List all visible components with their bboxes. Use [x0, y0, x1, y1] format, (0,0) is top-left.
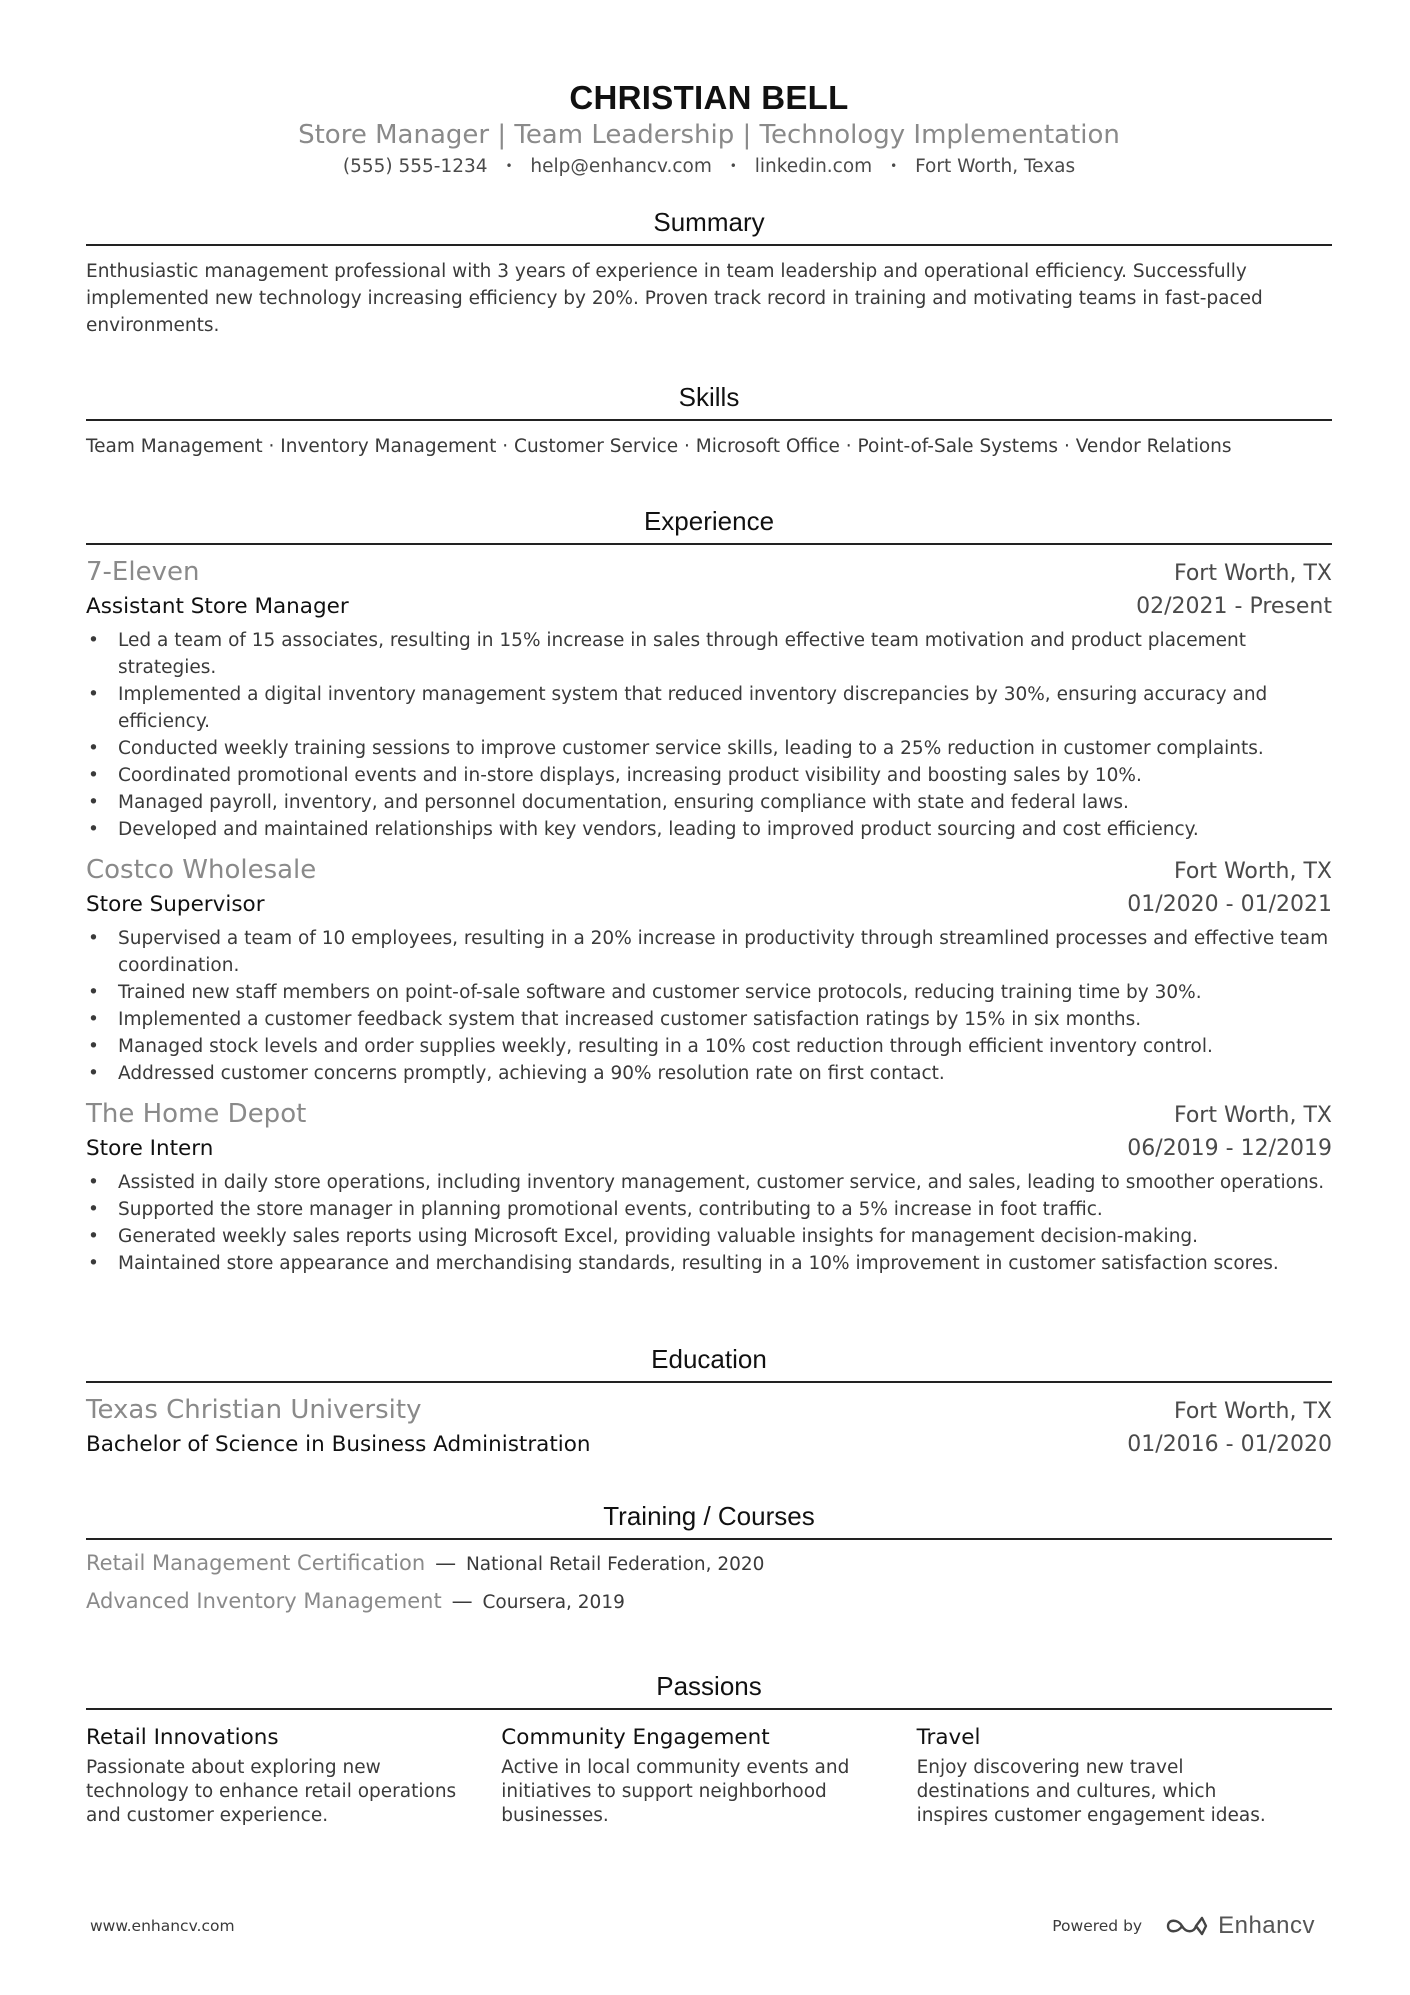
- job-bullet: • Developed and maintained relationships with key vendors, leading to improved product sourcing and cost efficiency.: [86, 816, 1332, 843]
- job-entry: [86, 1097, 1332, 1277]
- section-title: Summary: [86, 206, 1332, 246]
- job-bullets: [86, 627, 1332, 843]
- brand-name: Enhancv: [1218, 1912, 1315, 1939]
- job-entry: [86, 555, 1332, 843]
- contact-separator: •: [505, 159, 513, 173]
- contact-separator: •: [729, 159, 737, 173]
- education-dates: 01/2016 - 01/2020: [1127, 1432, 1332, 1457]
- job-entry: [86, 853, 1332, 1087]
- contact-separator: •: [890, 159, 898, 173]
- course-item: [86, 1588, 1332, 1616]
- passion-item: [501, 1722, 916, 1828]
- section-title: Education: [86, 1343, 1332, 1383]
- job-role: Store Supervisor: [86, 892, 265, 917]
- summary-text: Enthusiastic management professional with 3 years of experience in team leadership and operational efficiency. Successfully implemented new technology increasing efficiency by 20%. Proven track record in training and motivating teams in fast-paced environments.: [86, 261, 1263, 336]
- job-bullet: • Supervised a team of 10 employees, resulting in a 20% increase in productivity through streamlined processes and effective team coordination.: [86, 925, 1332, 979]
- contact-linkedin[interactable]: linkedin.com: [754, 156, 873, 177]
- course-name: Advanced Inventory Management: [86, 1589, 442, 1613]
- job-role: Store Intern: [86, 1136, 214, 1161]
- job-role: Assistant Store Manager: [86, 594, 349, 619]
- job-bullet: • Addressed customer concerns promptly, achieving a 90% resolution rate on first contact.: [86, 1060, 1332, 1087]
- course-provider: National Retail Federation, 2020: [465, 1554, 765, 1575]
- education-section: [86, 1343, 1332, 1461]
- job-bullet: • Coordinated promotional events and in-store displays, increasing product visibility and boosting sales by 10%.: [86, 762, 1332, 789]
- contact-location: Fort Worth, Texas: [915, 156, 1076, 177]
- course-dash: —: [435, 1551, 457, 1575]
- job-bullets: [86, 925, 1332, 1087]
- footer-url[interactable]: www.enhancv.com: [90, 1917, 235, 1935]
- company-name: The Home Depot: [86, 1099, 307, 1129]
- skills-list: Team Management · Inventory Management · Customer Service · Microsoft Office · Point-of-Sale Systems · Vendor Relations: [86, 436, 1232, 457]
- passion-item: [86, 1722, 501, 1828]
- course-dash: —: [451, 1589, 473, 1613]
- passion-title: Travel: [916, 1725, 981, 1750]
- school-location: Fort Worth, TX: [1173, 1399, 1332, 1424]
- training-section: [86, 1500, 1332, 1616]
- skills-section: [86, 381, 1332, 460]
- education-entry: [86, 1393, 1332, 1461]
- passion-item: [917, 1722, 1332, 1828]
- experience-section: [86, 505, 1332, 1277]
- job-bullet: • Managed stock levels and order supplies weekly, resulting in a 10% cost reduction through efficient inventory control.: [86, 1033, 1332, 1060]
- enhancv-logo-icon: [1164, 1914, 1210, 1938]
- passion-title: Retail Innovations: [86, 1725, 279, 1750]
- job-dates: 02/2021 - Present: [1136, 594, 1332, 619]
- passions-grid: [86, 1722, 1332, 1828]
- job-bullets: [86, 1169, 1332, 1277]
- passions-section: [86, 1670, 1332, 1828]
- section-title: Training / Courses: [86, 1500, 1332, 1540]
- passion-description: Passionate about exploring new technology to enhance retail operations and customer experience.: [86, 1757, 457, 1826]
- powered-by-label: Powered by: [1052, 1917, 1143, 1935]
- section-title: Skills: [86, 381, 1332, 421]
- contact-phone: (555) 555-1234: [342, 156, 488, 177]
- candidate-name: CHRISTIAN BELL: [569, 79, 849, 116]
- job-bullet: • Led a team of 15 associates, resulting in 15% increase in sales through effective team motivation and product placement strategies.: [86, 627, 1332, 681]
- job-location: Fort Worth, TX: [1173, 1103, 1332, 1128]
- section-title: Experience: [86, 505, 1332, 545]
- resume-page: [86, 0, 1332, 1826]
- school-name: Texas Christian University: [86, 1395, 422, 1425]
- contact-line: [86, 154, 1332, 181]
- job-bullet: • Generated weekly sales reports using Microsoft Excel, providing valuable insights for management decision-making.: [86, 1223, 1332, 1250]
- job-bullet: • Conducted weekly training sessions to improve customer service skills, leading to a 25% reduction in customer complaints.: [86, 735, 1332, 762]
- resume-header: [86, 0, 1332, 181]
- job-bullet: • Supported the store manager in planning promotional events, contributing to a 5% increase in foot traffic.: [86, 1196, 1332, 1223]
- job-bullet: • Implemented a digital inventory management system that reduced inventory discrepancies by 30%, ensuring accuracy and efficiency.: [86, 681, 1332, 735]
- summary-section: [86, 206, 1332, 339]
- job-dates: 01/2020 - 01/2021: [1127, 892, 1332, 917]
- contact-email[interactable]: help@enhancv.com: [530, 156, 712, 177]
- passion-description: Active in local community events and initiatives to support neighborhood businesses.: [501, 1757, 850, 1826]
- job-bullet: • Assisted in daily store operations, including inventory management, customer service, and sales, leading to smoother operations.: [86, 1169, 1332, 1196]
- job-bullet: • Trained new staff members on point-of-sale software and customer service protocols, reducing training time by 30%.: [86, 979, 1332, 1006]
- job-bullet: • Maintained store appearance and merchandising standards, resulting in a 10% improvement in customer satisfaction scores.: [86, 1250, 1332, 1277]
- section-title: Passions: [86, 1670, 1332, 1710]
- passion-description: Enjoy discovering new travel destinations and cultures, which inspires customer engagement ideas.: [916, 1757, 1266, 1826]
- job-dates: 06/2019 - 12/2019: [1127, 1136, 1332, 1161]
- brand-logo[interactable]: [1164, 1912, 1315, 1940]
- course-provider: Coursera, 2019: [482, 1592, 625, 1613]
- degree-name: Bachelor of Science in Business Administration: [86, 1432, 591, 1457]
- course-name: Retail Management Certification: [86, 1551, 426, 1575]
- job-bullet: • Managed payroll, inventory, and personnel documentation, ensuring compliance with state and federal laws.: [86, 789, 1332, 816]
- job-bullet: • Implemented a customer feedback system that increased customer satisfaction ratings by 15% in six months.: [86, 1006, 1332, 1033]
- company-name: 7-Eleven: [86, 557, 200, 587]
- page-footer: [90, 1912, 1315, 1940]
- job-location: Fort Worth, TX: [1173, 561, 1332, 586]
- company-name: Costco Wholesale: [86, 855, 317, 885]
- passion-title: Community Engagement: [501, 1725, 770, 1750]
- job-location: Fort Worth, TX: [1173, 859, 1332, 884]
- powered-by: [1052, 1912, 1315, 1940]
- course-item: [86, 1550, 1332, 1578]
- candidate-tagline: Store Manager | Team Leadership | Technology Implementation: [298, 120, 1120, 150]
